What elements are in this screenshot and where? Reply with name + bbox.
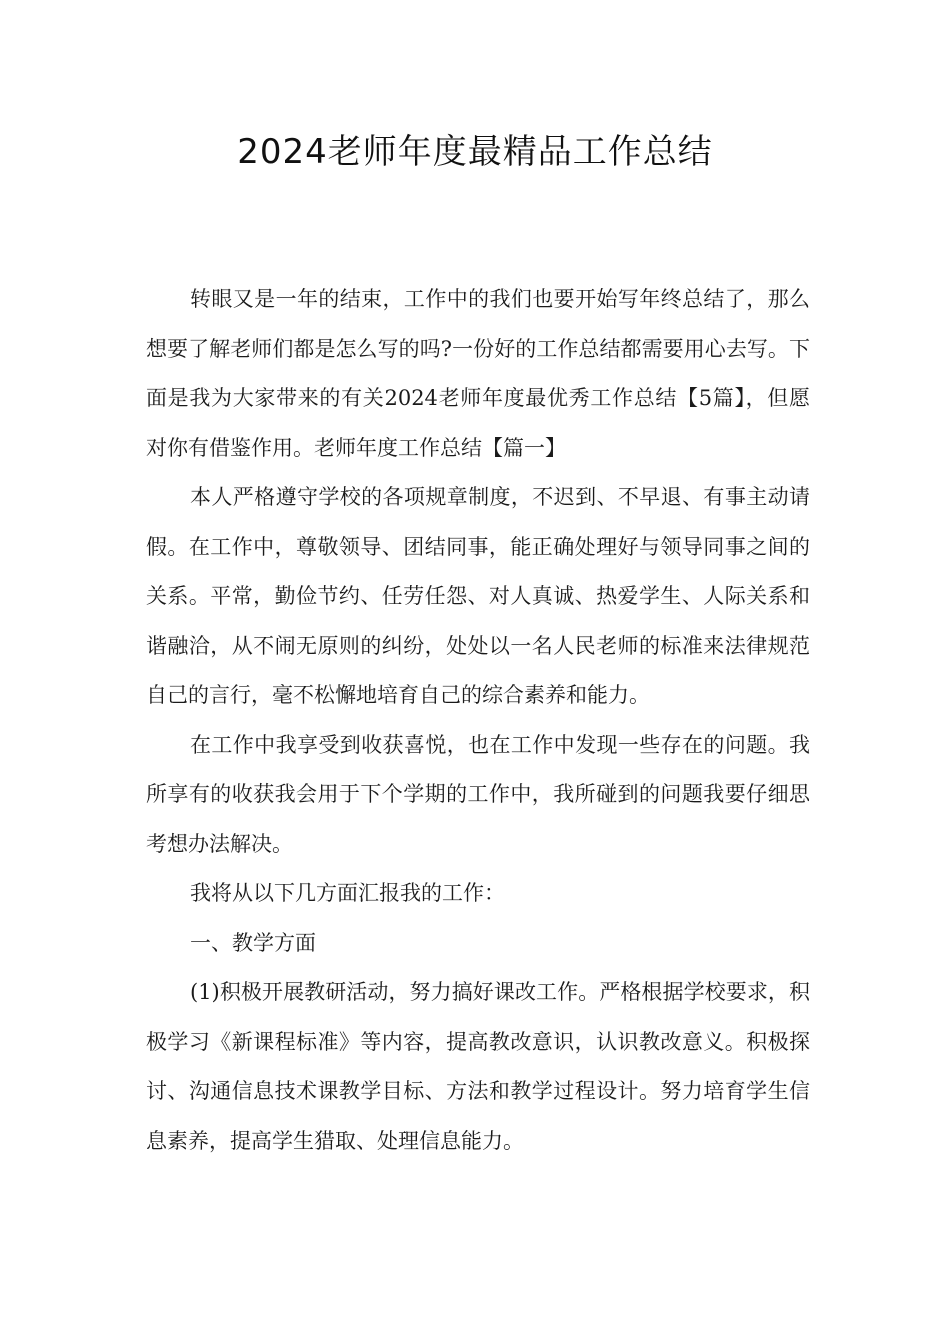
paragraph: (1)积极开展教研活动，努力搞好课改工作。严格根据学校要求，积极学习《新课程标准》等内容，提高教改意识，认识教改意义。积极探讨、沟通信息技术课教学目标、方法和教学过程设计。努力培育学生信息素养，提高学生猎取、处理信息能力。 (146, 980, 810, 1153)
document-body (146, 275, 810, 1166)
paragraph: 我将从以下几方面汇报我的工作： (190, 881, 505, 905)
paragraph: 本人严格遵守学校的各项规章制度，不迟到、不早退、有事主动请假。在工作中，尊敬领导、团结同事，能正确处理好与领导同事之间的关系。平常，勤俭节约、任劳任怨、对人真诚、热爱学生、人际关系和谐融洽，从不闹无原则的纠纷，处处以一名人民老师的标准来法律规范自己的言行，毫不松懈地培育自己的综合素养和能力。 (146, 485, 810, 707)
section-heading: 一、教学方面 (190, 930, 316, 955)
paragraph: 转眼又是一年的结束，工作中的我们也要开始写年终总结了，那么想要了解老师们都是怎么写的吗?一份好的工作总结都需要用心去写。下面是我为大家带来的有关2024老师年度最优秀工作总结【5篇】，但愿对你有借鉴作用。老师年度工作总结【篇一】 (146, 287, 810, 460)
document-title: 2024老师年度最精品工作总结 (237, 132, 713, 172)
paragraph: 在工作中我享受到收获喜悦，也在工作中发现一些存在的问题。我所享有的收获我会用于下个学期的工作中，我所碰到的问题我要仔细思考想办法解决。 (146, 732, 810, 856)
